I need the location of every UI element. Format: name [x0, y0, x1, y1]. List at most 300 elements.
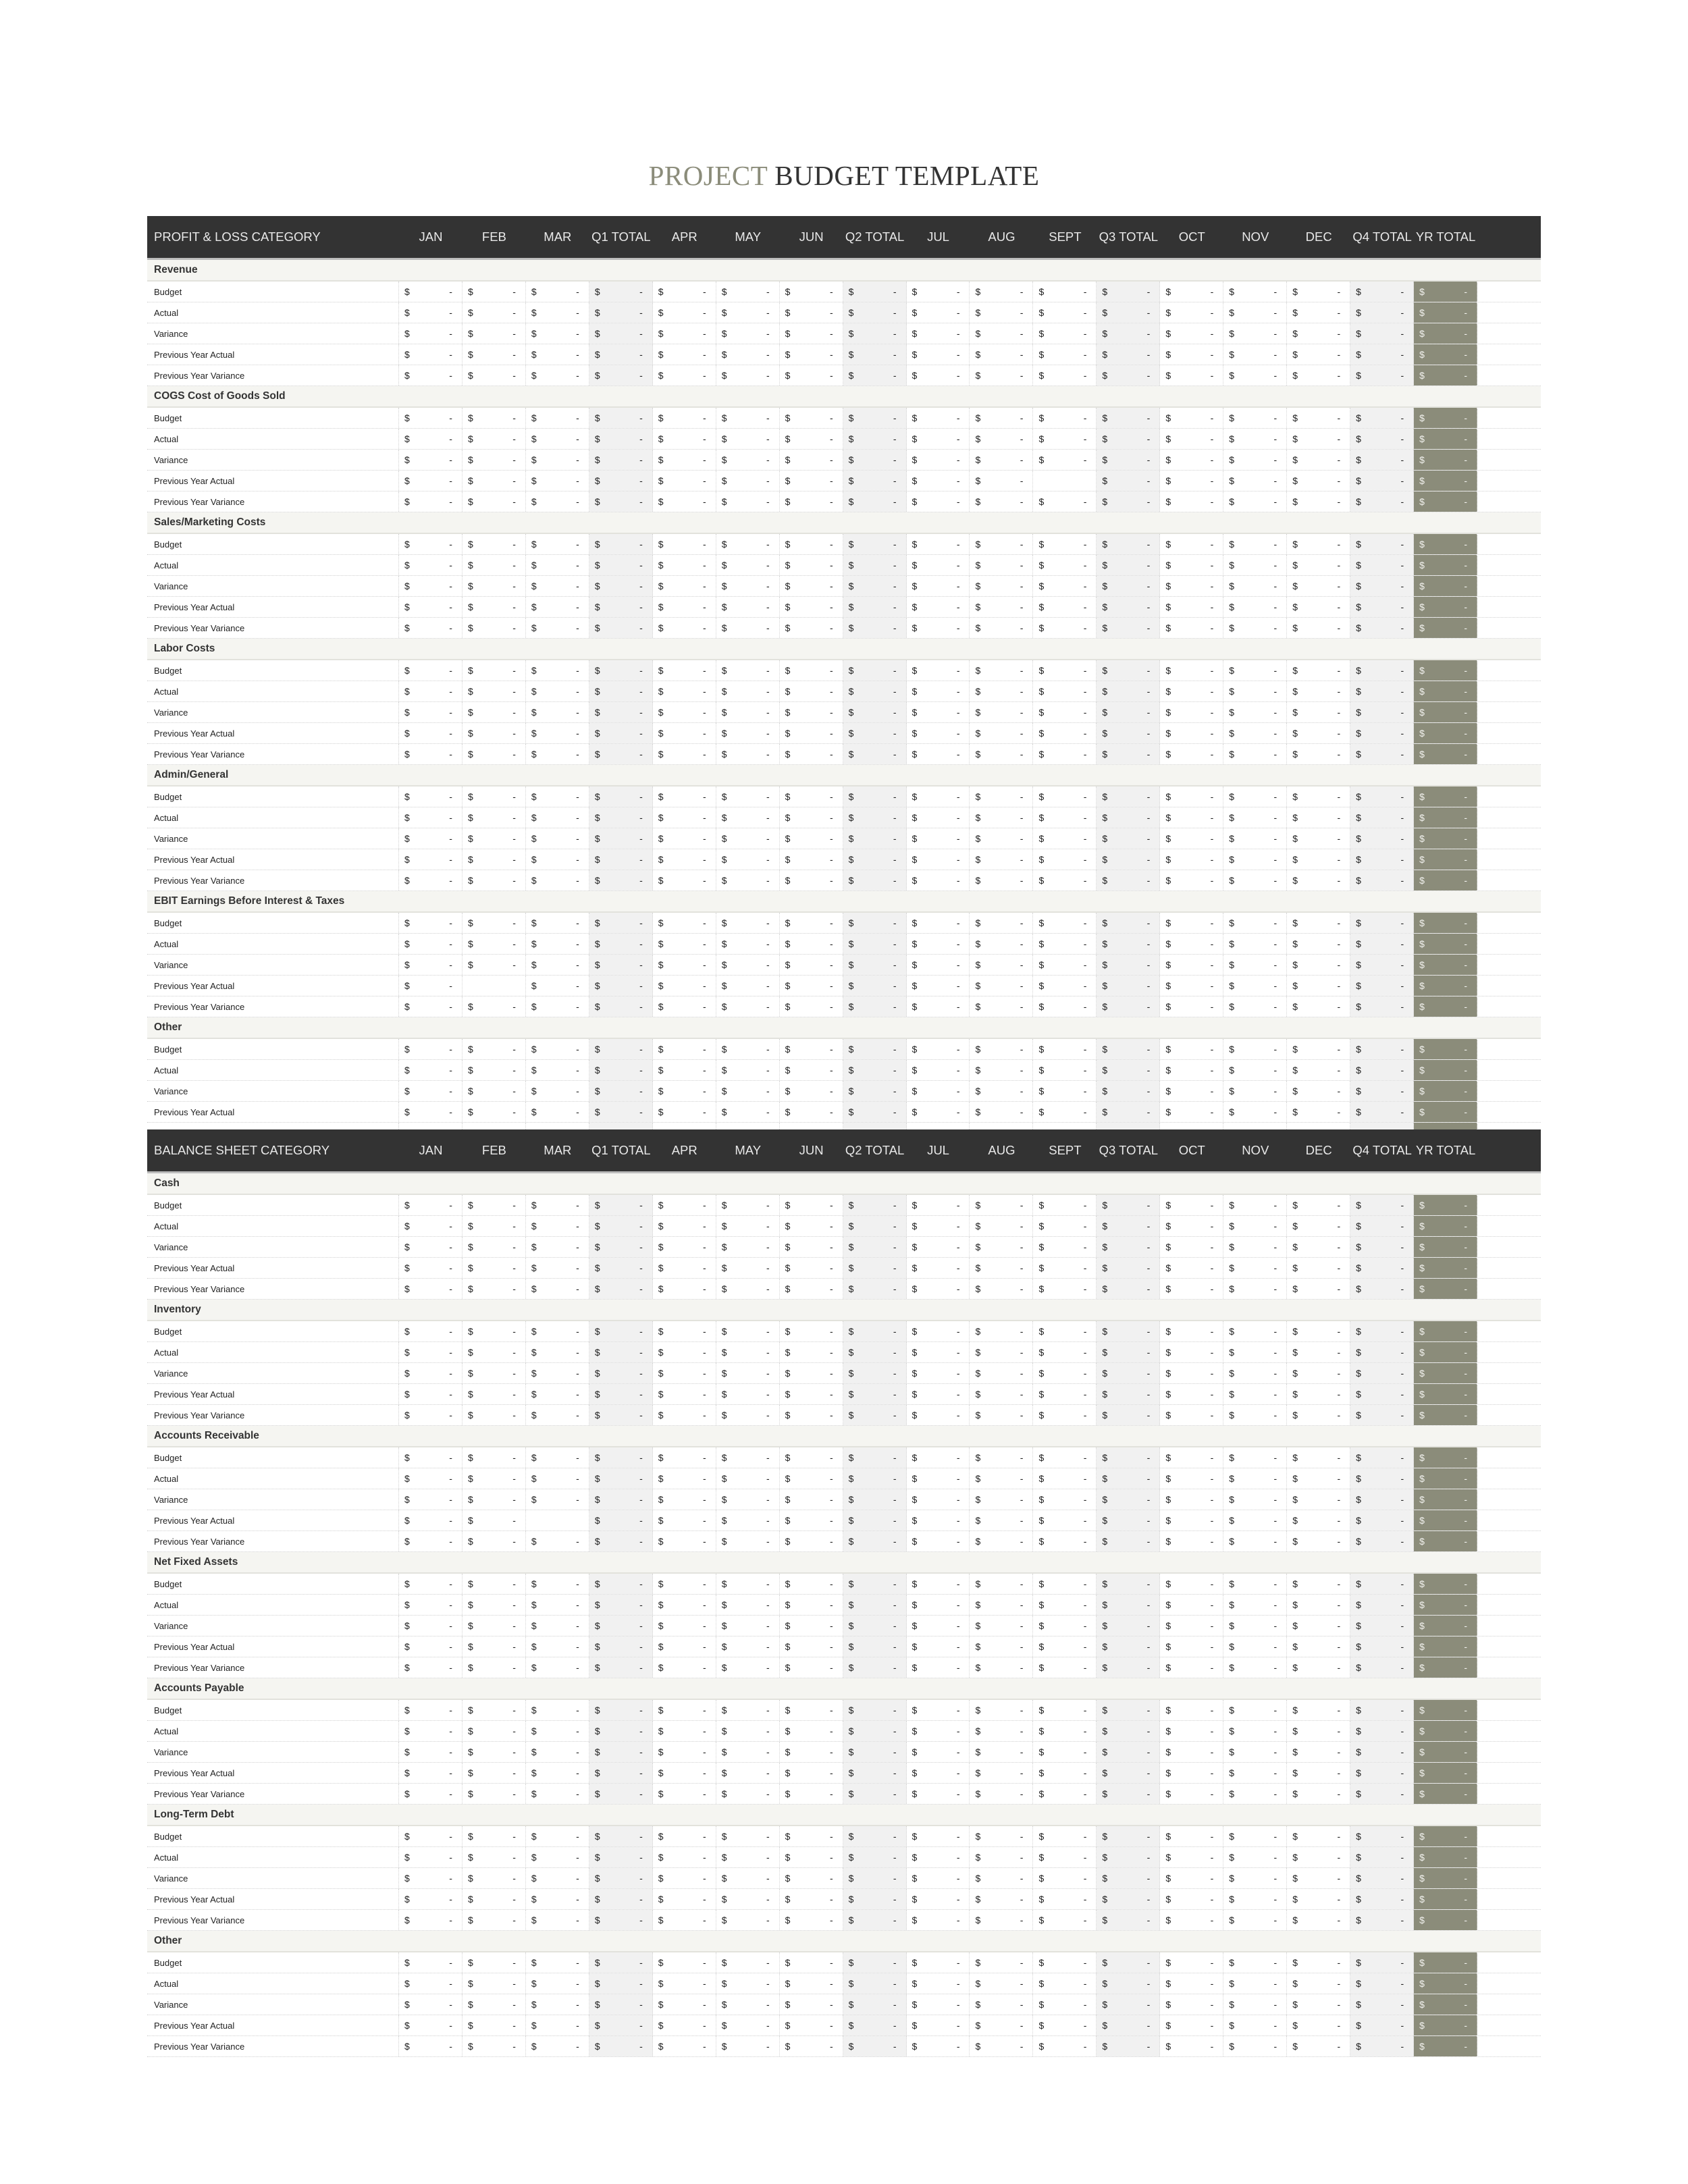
value-cell[interactable] — [589, 471, 653, 491]
value-cell[interactable] — [1350, 1721, 1414, 1741]
value-cell[interactable] — [463, 1910, 526, 1930]
value-cell[interactable] — [843, 1468, 907, 1489]
value-cell[interactable] — [1160, 365, 1223, 385]
value-cell[interactable] — [463, 723, 526, 743]
value-cell[interactable] — [653, 2036, 716, 2056]
value-cell[interactable] — [1414, 1595, 1477, 1615]
value-cell[interactable] — [589, 1889, 653, 1909]
value-cell[interactable] — [780, 723, 843, 743]
value-cell[interactable] — [1033, 1363, 1097, 1383]
value-cell[interactable] — [970, 1489, 1033, 1510]
value-cell[interactable] — [1033, 1321, 1097, 1341]
value-cell[interactable] — [907, 1342, 970, 1362]
value-cell[interactable] — [716, 1363, 780, 1383]
value-cell[interactable] — [1223, 1279, 1287, 1299]
value-cell[interactable] — [1287, 1363, 1350, 1383]
value-cell[interactable] — [1414, 807, 1477, 828]
value-cell[interactable] — [907, 2015, 970, 2035]
value-cell[interactable] — [463, 1595, 526, 1615]
value-cell[interactable] — [399, 787, 463, 807]
value-cell[interactable] — [907, 1847, 970, 1867]
value-cell[interactable] — [399, 555, 463, 575]
value-cell[interactable] — [907, 955, 970, 975]
value-cell[interactable] — [1223, 870, 1287, 890]
value-cell[interactable] — [843, 576, 907, 596]
value-cell[interactable] — [1223, 660, 1287, 681]
value-cell[interactable] — [589, 302, 653, 323]
value-cell[interactable] — [653, 1784, 716, 1804]
value-cell[interactable] — [1223, 702, 1287, 722]
value-cell[interactable] — [970, 365, 1033, 385]
value-cell[interactable] — [399, 1574, 463, 1594]
value-cell[interactable] — [970, 1468, 1033, 1489]
value-cell[interactable] — [843, 2015, 907, 2035]
value-cell[interactable] — [716, 408, 780, 428]
value-cell[interactable] — [653, 1321, 716, 1341]
value-cell[interactable] — [526, 828, 589, 849]
value-cell[interactable] — [463, 828, 526, 849]
value-cell[interactable] — [1287, 471, 1350, 491]
value-cell[interactable] — [1097, 1973, 1160, 1994]
value-cell[interactable] — [1287, 1700, 1350, 1720]
value-cell[interactable] — [1287, 1595, 1350, 1615]
value-cell[interactable] — [1287, 2015, 1350, 2035]
value-cell[interactable] — [1160, 450, 1223, 470]
value-cell[interactable] — [653, 1700, 716, 1720]
value-cell[interactable] — [1160, 2015, 1223, 2035]
value-cell[interactable] — [653, 996, 716, 1017]
value-cell[interactable] — [716, 1994, 780, 2015]
value-cell[interactable] — [1287, 1468, 1350, 1489]
value-cell[interactable] — [907, 1060, 970, 1080]
value-cell[interactable] — [1033, 1447, 1097, 1468]
value-cell[interactable] — [970, 1636, 1033, 1657]
value-cell[interactable] — [1350, 996, 1414, 1017]
value-cell[interactable] — [589, 1489, 653, 1510]
value-cell[interactable] — [1223, 1384, 1287, 1404]
value-cell[interactable] — [1350, 1321, 1414, 1341]
value-cell[interactable] — [1097, 534, 1160, 554]
value-cell[interactable] — [1350, 1973, 1414, 1994]
value-cell[interactable] — [1414, 1237, 1477, 1257]
value-cell[interactable] — [1350, 1531, 1414, 1551]
value-cell[interactable] — [1414, 344, 1477, 365]
value-cell[interactable] — [1287, 1952, 1350, 1973]
value-cell[interactable] — [1160, 1363, 1223, 1383]
value-cell[interactable] — [1414, 681, 1477, 701]
value-cell[interactable] — [1350, 681, 1414, 701]
value-cell[interactable] — [526, 1910, 589, 1930]
value-cell[interactable] — [399, 828, 463, 849]
value-cell[interactable] — [843, 828, 907, 849]
value-cell[interactable] — [653, 2015, 716, 2035]
value-cell[interactable] — [1097, 1657, 1160, 1678]
value-cell[interactable] — [780, 408, 843, 428]
value-cell[interactable] — [463, 1763, 526, 1783]
value-cell[interactable] — [843, 1721, 907, 1741]
value-cell[interactable] — [653, 681, 716, 701]
value-cell[interactable] — [1033, 1784, 1097, 1804]
value-cell[interactable] — [780, 1595, 843, 1615]
value-cell[interactable] — [1160, 934, 1223, 954]
value-cell[interactable] — [1033, 576, 1097, 596]
value-cell[interactable] — [1160, 534, 1223, 554]
value-cell[interactable] — [780, 302, 843, 323]
value-cell[interactable] — [526, 744, 589, 764]
value-cell[interactable] — [907, 450, 970, 470]
value-cell[interactable] — [1160, 1195, 1223, 1215]
value-cell[interactable] — [589, 1363, 653, 1383]
value-cell[interactable] — [1223, 934, 1287, 954]
value-cell[interactable] — [463, 996, 526, 1017]
value-cell[interactable] — [589, 1763, 653, 1783]
value-cell[interactable] — [843, 1595, 907, 1615]
value-cell[interactable] — [1287, 996, 1350, 1017]
value-cell[interactable] — [1350, 1763, 1414, 1783]
value-cell[interactable] — [589, 1973, 653, 1994]
value-cell[interactable] — [716, 1636, 780, 1657]
value-cell[interactable] — [463, 807, 526, 828]
value-cell[interactable] — [463, 1889, 526, 1909]
value-cell[interactable] — [970, 1574, 1033, 1594]
value-cell[interactable] — [716, 1384, 780, 1404]
value-cell[interactable] — [589, 723, 653, 743]
value-cell[interactable] — [970, 1102, 1033, 1122]
value-cell[interactable] — [1097, 1595, 1160, 1615]
value-cell[interactable] — [1097, 1510, 1160, 1530]
value-cell[interactable] — [526, 1447, 589, 1468]
value-cell[interactable] — [1414, 1657, 1477, 1678]
value-cell[interactable] — [716, 1826, 780, 1846]
value-cell[interactable] — [907, 1216, 970, 1236]
value-cell[interactable] — [1287, 1342, 1350, 1362]
value-cell[interactable] — [526, 2036, 589, 2056]
value-cell[interactable] — [716, 1574, 780, 1594]
value-cell[interactable] — [1097, 1721, 1160, 1741]
value-cell[interactable] — [1033, 787, 1097, 807]
value-cell[interactable] — [716, 1342, 780, 1362]
value-cell[interactable] — [716, 471, 780, 491]
value-cell[interactable] — [589, 787, 653, 807]
value-cell[interactable] — [1223, 1489, 1287, 1510]
value-cell[interactable] — [1160, 576, 1223, 596]
value-cell[interactable] — [1414, 1216, 1477, 1236]
value-cell[interactable] — [1160, 1868, 1223, 1888]
value-cell[interactable] — [1414, 1700, 1477, 1720]
value-cell[interactable] — [1223, 807, 1287, 828]
value-cell[interactable] — [1097, 1531, 1160, 1551]
value-cell[interactable] — [589, 1952, 653, 1973]
value-cell[interactable] — [843, 450, 907, 470]
value-cell[interactable] — [1350, 955, 1414, 975]
value-cell[interactable] — [1223, 1657, 1287, 1678]
value-cell[interactable] — [653, 555, 716, 575]
value-cell[interactable] — [907, 1721, 970, 1741]
value-cell[interactable] — [1160, 1595, 1223, 1615]
value-cell[interactable] — [399, 1489, 463, 1510]
value-cell[interactable] — [589, 597, 653, 617]
value-cell[interactable] — [589, 1784, 653, 1804]
value-cell[interactable] — [589, 1531, 653, 1551]
value-cell[interactable] — [1223, 555, 1287, 575]
value-cell[interactable] — [589, 1742, 653, 1762]
value-cell[interactable] — [1287, 1405, 1350, 1425]
value-cell[interactable] — [589, 913, 653, 933]
value-cell[interactable] — [1287, 450, 1350, 470]
value-cell[interactable] — [1350, 1595, 1414, 1615]
value-cell[interactable] — [780, 1489, 843, 1510]
value-cell[interactable] — [399, 1763, 463, 1783]
value-cell[interactable] — [589, 1468, 653, 1489]
value-cell[interactable] — [1033, 534, 1097, 554]
value-cell[interactable] — [1033, 1405, 1097, 1425]
value-cell[interactable] — [526, 1973, 589, 1994]
value-cell[interactable] — [1097, 344, 1160, 365]
value-cell[interactable] — [843, 2036, 907, 2056]
value-cell[interactable] — [1033, 2036, 1097, 2056]
value-cell[interactable] — [1350, 1700, 1414, 1720]
value-cell[interactable] — [463, 1102, 526, 1122]
value-cell[interactable] — [1414, 934, 1477, 954]
value-cell[interactable] — [1160, 1784, 1223, 1804]
value-cell[interactable] — [526, 702, 589, 722]
value-cell[interactable] — [780, 1763, 843, 1783]
value-cell[interactable] — [589, 1195, 653, 1215]
value-cell[interactable] — [1097, 1636, 1160, 1657]
value-cell[interactable] — [1097, 1258, 1160, 1278]
value-cell[interactable] — [1223, 1216, 1287, 1236]
value-cell[interactable] — [970, 976, 1033, 996]
value-cell[interactable] — [526, 660, 589, 681]
value-cell[interactable] — [526, 1595, 589, 1615]
value-cell[interactable] — [970, 2015, 1033, 2035]
value-cell[interactable] — [653, 1952, 716, 1973]
value-cell[interactable] — [463, 1721, 526, 1741]
value-cell[interactable] — [970, 1195, 1033, 1215]
value-cell[interactable] — [1223, 323, 1287, 344]
value-cell[interactable] — [970, 471, 1033, 491]
value-cell[interactable] — [716, 1784, 780, 1804]
value-cell[interactable] — [1033, 1510, 1097, 1530]
value-cell[interactable] — [589, 744, 653, 764]
value-cell[interactable] — [1414, 723, 1477, 743]
value-cell[interactable] — [463, 429, 526, 449]
value-cell[interactable] — [843, 1636, 907, 1657]
value-cell[interactable] — [1223, 471, 1287, 491]
value-cell[interactable] — [1097, 618, 1160, 638]
value-cell[interactable] — [843, 849, 907, 870]
value-cell[interactable] — [970, 913, 1033, 933]
value-cell[interactable] — [1033, 1489, 1097, 1510]
value-cell[interactable] — [716, 365, 780, 385]
value-cell[interactable] — [716, 534, 780, 554]
value-cell[interactable] — [1223, 2036, 1287, 2056]
value-cell[interactable] — [1350, 323, 1414, 344]
value-cell[interactable] — [716, 302, 780, 323]
value-cell[interactable] — [463, 913, 526, 933]
value-cell[interactable] — [653, 429, 716, 449]
value-cell[interactable] — [1033, 913, 1097, 933]
value-cell[interactable] — [653, 1973, 716, 1994]
value-cell[interactable] — [716, 1616, 780, 1636]
value-cell[interactable] — [970, 702, 1033, 722]
value-cell[interactable] — [780, 660, 843, 681]
value-cell[interactable] — [526, 1081, 589, 1101]
value-cell[interactable] — [716, 934, 780, 954]
value-cell[interactable] — [1033, 744, 1097, 764]
value-cell[interactable] — [716, 807, 780, 828]
value-cell[interactable] — [1097, 1342, 1160, 1362]
value-cell[interactable] — [843, 1742, 907, 1762]
value-cell[interactable] — [780, 1468, 843, 1489]
value-cell[interactable] — [653, 1216, 716, 1236]
value-cell[interactable] — [1223, 450, 1287, 470]
value-cell[interactable] — [1287, 1826, 1350, 1846]
value-cell[interactable] — [1097, 302, 1160, 323]
value-cell[interactable] — [970, 282, 1033, 302]
value-cell[interactable] — [907, 1321, 970, 1341]
value-cell[interactable] — [399, 681, 463, 701]
value-cell[interactable] — [843, 1258, 907, 1278]
value-cell[interactable] — [1414, 1784, 1477, 1804]
value-cell[interactable] — [526, 1994, 589, 2015]
value-cell[interactable] — [589, 1721, 653, 1741]
value-cell[interactable] — [526, 491, 589, 512]
value-cell[interactable] — [589, 408, 653, 428]
value-cell[interactable] — [780, 1237, 843, 1257]
value-cell[interactable] — [526, 955, 589, 975]
value-cell[interactable] — [1160, 723, 1223, 743]
value-cell[interactable] — [399, 955, 463, 975]
value-cell[interactable] — [653, 870, 716, 890]
value-cell[interactable] — [399, 1994, 463, 2015]
value-cell[interactable] — [1414, 1847, 1477, 1867]
value-cell[interactable] — [1097, 996, 1160, 1017]
value-cell[interactable] — [716, 1102, 780, 1122]
value-cell[interactable] — [843, 934, 907, 954]
value-cell[interactable] — [399, 2036, 463, 2056]
value-cell[interactable] — [1350, 576, 1414, 596]
value-cell[interactable] — [1287, 976, 1350, 996]
value-cell[interactable] — [843, 1060, 907, 1080]
value-cell[interactable] — [463, 1468, 526, 1489]
value-cell[interactable] — [1414, 1531, 1477, 1551]
value-cell[interactable] — [1350, 1060, 1414, 1080]
value-cell[interactable] — [653, 1657, 716, 1678]
value-cell[interactable] — [399, 1060, 463, 1080]
value-cell[interactable] — [970, 723, 1033, 743]
value-cell[interactable] — [1033, 1595, 1097, 1615]
value-cell[interactable] — [1414, 555, 1477, 575]
value-cell[interactable] — [843, 1216, 907, 1236]
value-cell[interactable] — [1223, 1405, 1287, 1425]
value-cell[interactable] — [526, 1742, 589, 1762]
value-cell[interactable] — [716, 1321, 780, 1341]
value-cell[interactable] — [1223, 955, 1287, 975]
value-cell[interactable] — [463, 1973, 526, 1994]
value-cell[interactable] — [526, 471, 589, 491]
value-cell[interactable] — [653, 1636, 716, 1657]
value-cell[interactable] — [463, 302, 526, 323]
value-cell[interactable] — [1160, 1826, 1223, 1846]
value-cell[interactable] — [1160, 913, 1223, 933]
value-cell[interactable] — [970, 1447, 1033, 1468]
value-cell[interactable] — [780, 1510, 843, 1530]
value-cell[interactable] — [1414, 323, 1477, 344]
value-cell[interactable] — [463, 660, 526, 681]
value-cell[interactable] — [907, 723, 970, 743]
value-cell[interactable] — [1033, 1081, 1097, 1101]
value-cell[interactable] — [1350, 534, 1414, 554]
value-cell[interactable] — [843, 429, 907, 449]
value-cell[interactable] — [843, 1889, 907, 1909]
value-cell[interactable] — [1223, 618, 1287, 638]
value-cell[interactable] — [907, 1510, 970, 1530]
value-cell[interactable] — [1033, 1279, 1097, 1299]
value-cell[interactable] — [1097, 1321, 1160, 1341]
value-cell[interactable] — [1287, 807, 1350, 828]
value-cell[interactable] — [1287, 723, 1350, 743]
value-cell[interactable] — [1033, 849, 1097, 870]
value-cell[interactable] — [1350, 1342, 1414, 1362]
value-cell[interactable] — [780, 2015, 843, 2035]
value-cell[interactable] — [1097, 976, 1160, 996]
value-cell[interactable] — [463, 491, 526, 512]
value-cell[interactable] — [653, 1489, 716, 1510]
value-cell[interactable] — [1160, 1973, 1223, 1994]
value-cell[interactable] — [1350, 1363, 1414, 1383]
value-cell[interactable] — [1287, 534, 1350, 554]
value-cell[interactable] — [1414, 913, 1477, 933]
value-cell[interactable] — [1160, 1636, 1223, 1657]
value-cell[interactable] — [716, 996, 780, 1017]
value-cell[interactable] — [780, 702, 843, 722]
value-cell[interactable] — [1033, 282, 1097, 302]
value-cell[interactable] — [1414, 534, 1477, 554]
value-cell[interactable] — [907, 934, 970, 954]
value-cell[interactable] — [1350, 2036, 1414, 2056]
value-cell[interactable] — [399, 597, 463, 617]
value-cell[interactable] — [1097, 2015, 1160, 2035]
value-cell[interactable] — [970, 1973, 1033, 1994]
value-cell[interactable] — [716, 1279, 780, 1299]
value-cell[interactable] — [1223, 1258, 1287, 1278]
value-cell[interactable] — [970, 576, 1033, 596]
value-cell[interactable] — [526, 1700, 589, 1720]
value-cell[interactable] — [399, 744, 463, 764]
value-cell[interactable] — [1160, 1279, 1223, 1299]
value-cell[interactable] — [780, 1258, 843, 1278]
value-cell[interactable] — [1350, 723, 1414, 743]
value-cell[interactable] — [1033, 702, 1097, 722]
value-cell[interactable] — [1287, 913, 1350, 933]
value-cell[interactable] — [1097, 408, 1160, 428]
value-cell[interactable] — [463, 1060, 526, 1080]
value-cell[interactable] — [1097, 934, 1160, 954]
value-cell[interactable] — [1414, 2036, 1477, 2056]
value-cell[interactable] — [1350, 365, 1414, 385]
value-cell[interactable] — [1097, 1868, 1160, 1888]
value-cell[interactable] — [1160, 702, 1223, 722]
value-cell[interactable] — [589, 1279, 653, 1299]
value-cell[interactable] — [1287, 302, 1350, 323]
value-cell[interactable] — [970, 1595, 1033, 1615]
value-cell[interactable] — [463, 744, 526, 764]
value-cell[interactable] — [716, 1216, 780, 1236]
value-cell[interactable] — [463, 1081, 526, 1101]
value-cell[interactable] — [589, 2036, 653, 2056]
value-cell[interactable] — [716, 1081, 780, 1101]
